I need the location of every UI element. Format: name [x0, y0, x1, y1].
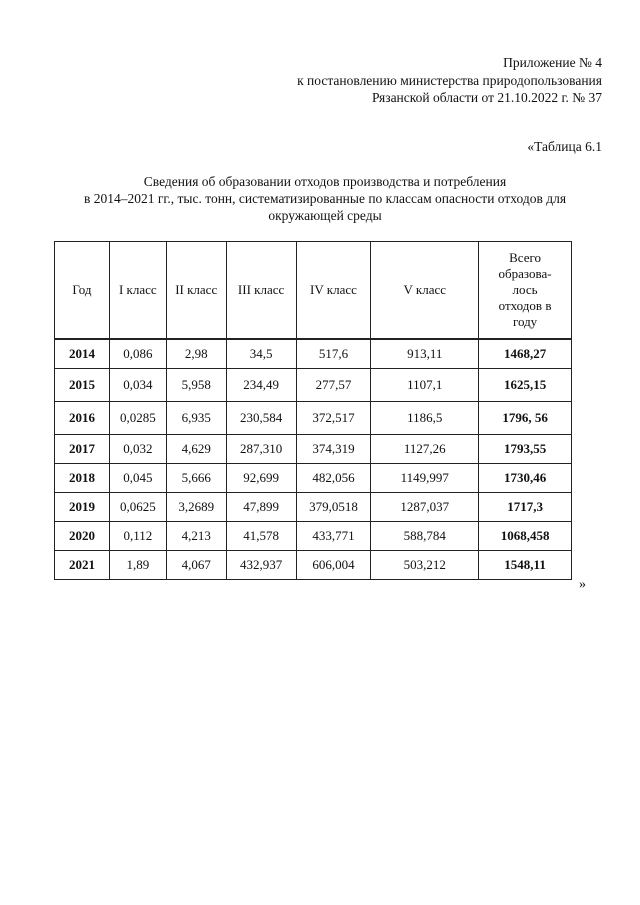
cell-year: 2021: [55, 551, 110, 580]
cell-class-3: 230,584: [226, 402, 296, 435]
cell-class-1: 0,086: [109, 339, 166, 369]
cell-total: 1793,55: [479, 435, 572, 464]
closing-quote: »: [579, 577, 586, 592]
table-row: [55, 493, 572, 522]
cell-total: 1730,46: [479, 464, 572, 493]
cell-total: 1548,11: [479, 551, 572, 580]
cell-class-3: 234,49: [226, 369, 296, 402]
cell-class-5: 1127,26: [371, 435, 479, 464]
cell-total: 1068,458: [479, 522, 572, 551]
cell-class-5: 913,11: [371, 339, 479, 369]
cell-year: 2016: [55, 402, 110, 435]
table-row: [55, 339, 572, 369]
cell-class-5: 1149,997: [371, 464, 479, 493]
cell-class-4: 372,517: [296, 402, 371, 435]
table-row: [55, 551, 572, 580]
cell-class-5: 1107,1: [371, 369, 479, 402]
header-class-4: IV класс: [296, 242, 371, 340]
cell-class-5: 503,212: [371, 551, 479, 580]
heading-line-3: окружающей среды: [268, 208, 382, 223]
cell-class-3: 432,937: [226, 551, 296, 580]
header-year: Год: [55, 242, 110, 340]
cell-class-4: 433,771: [296, 522, 371, 551]
cell-class-3: 92,699: [226, 464, 296, 493]
cell-total: 1796, 56: [479, 402, 572, 435]
table-label: «Таблица 6.1: [527, 139, 602, 154]
cell-class-1: 0,0285: [109, 402, 166, 435]
table-heading: [45, 173, 605, 224]
table-row: [55, 402, 572, 435]
table-row: [55, 435, 572, 464]
cell-class-4: 379,0518: [296, 493, 371, 522]
cell-class-4: 517,6: [296, 339, 371, 369]
cell-class-1: 0,112: [109, 522, 166, 551]
table-body: [55, 339, 572, 580]
cell-year: 2018: [55, 464, 110, 493]
cell-year: 2017: [55, 435, 110, 464]
cell-class-3: 47,899: [226, 493, 296, 522]
table-row: [55, 522, 572, 551]
cell-year: 2014: [55, 339, 110, 369]
appendix-date: Рязанской области от 21.10.2022 г. № 37: [372, 90, 602, 105]
header-class-1: I класс: [109, 242, 166, 340]
cell-class-2: 5,958: [166, 369, 226, 402]
cell-year: 2020: [55, 522, 110, 551]
cell-class-2: 5,666: [166, 464, 226, 493]
cell-year: 2019: [55, 493, 110, 522]
cell-class-5: 588,784: [371, 522, 479, 551]
cell-class-2: 2,98: [166, 339, 226, 369]
cell-total: 1717,3: [479, 493, 572, 522]
cell-class-3: 287,310: [226, 435, 296, 464]
waste-table: [54, 241, 572, 580]
cell-class-2: 4,213: [166, 522, 226, 551]
appendix-number: Приложение № 4: [503, 55, 602, 70]
cell-class-2: 4,629: [166, 435, 226, 464]
heading-line-1: Сведения об образовании отходов производства и потребления: [143, 174, 507, 189]
header-class-3: III класс: [226, 242, 296, 340]
table-header-row: [55, 242, 572, 340]
appendix-header: [182, 54, 602, 107]
table-row: [55, 464, 572, 493]
cell-class-5: 1287,037: [371, 493, 479, 522]
cell-class-4: 606,004: [296, 551, 371, 580]
cell-class-1: 0,045: [109, 464, 166, 493]
header-class-2: II класс: [166, 242, 226, 340]
cell-class-4: 277,57: [296, 369, 371, 402]
header-total: Всего образова- лось отходов в году: [479, 242, 572, 340]
table-row: [55, 369, 572, 402]
heading-line-2: в 2014–2021 гг., тыс. тонн, систематизированные по классам опасности отходов для: [83, 191, 567, 206]
header-class-5: V класс: [371, 242, 479, 340]
cell-total: 1468,27: [479, 339, 572, 369]
cell-class-2: 6,935: [166, 402, 226, 435]
cell-class-4: 482,056: [296, 464, 371, 493]
cell-year: 2015: [55, 369, 110, 402]
cell-class-3: 34,5: [226, 339, 296, 369]
cell-class-1: 0,034: [109, 369, 166, 402]
appendix-reference: к постановлению министерства природопользования: [297, 72, 602, 88]
cell-class-3: 41,578: [226, 522, 296, 551]
cell-class-1: 1,89: [109, 551, 166, 580]
cell-class-4: 374,319: [296, 435, 371, 464]
cell-class-1: 0,0625: [109, 493, 166, 522]
cell-class-2: 4,067: [166, 551, 226, 580]
cell-total: 1625,15: [479, 369, 572, 402]
cell-class-5: 1186,5: [371, 402, 479, 435]
cell-class-1: 0,032: [109, 435, 166, 464]
cell-class-2: 3,2689: [166, 493, 226, 522]
